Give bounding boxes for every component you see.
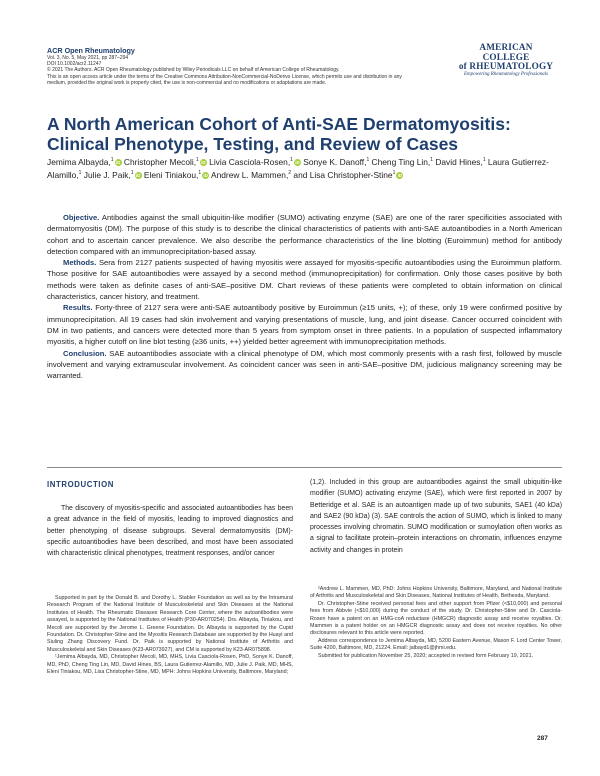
author-name: Jemima Albayda, (47, 156, 111, 167)
conclusion-text: SAE autoantibodies associate with a clinical phenotype of DM, which most commonly presents with a rash first, followed by muscle involvement and varying extramuscular involvement. As coincident cancer was seen in anti-SAE–positive DM, judicious malignancy screening may be warranted. (47, 348, 562, 381)
author-name: Cheng Ting Lin, (371, 156, 431, 167)
article-meta (47, 55, 447, 86)
affiliation-marker: 1 (78, 170, 82, 177)
intro-left-column (47, 503, 293, 559)
section-divider (47, 467, 562, 468)
logo-tagline: Empowering Rheumatology Professionals (464, 72, 548, 77)
footnotes-right (310, 586, 562, 660)
abstract-objective (47, 212, 562, 257)
affiliation-marker: 1 (290, 157, 293, 163)
intro-paragraph-left: The discovery of myositis-specific and associated autoantibodies has been a great advance in the field of myositis, leading to improved diagnostics and better phenotyping of disease subgroups. Several dermatomyositis (DM)-specific autoantibodies have been described, and most have been associated with characteristic clinical phenotypes, treatment responses, and/or cancer (47, 505, 293, 558)
author-name: Andrew L. Mammen, (211, 170, 289, 181)
author-name: Christopher Mecoli, (123, 156, 197, 167)
footnotes-left (47, 595, 293, 676)
correspondence-footnote: Address correspondence to Jemima Albayda, MD, 5200 Eastern Avenue, Mason F. Lord Center Tower, Suite 4200, Baltimore, MD, 21224. Email: jalbayd1@jhmi.edu. (310, 637, 562, 652)
objective-label: Objective. (63, 213, 100, 222)
orcid-icon[interactable]: iD (201, 160, 206, 166)
abstract (47, 212, 562, 381)
affiliation-marker: 1 (482, 157, 486, 163)
methods-label: Methods. (63, 258, 97, 268)
methods-text: Sera from 2127 patients suspected of having myositis were assayed for myositis-specific autoantibodies using the Euroimmun platform. Those positive for SAE autoantibodies were assayed by a second method (immunoprecipitation) for confirmation. Only those cases positive by both methods were taken as definite cases of anti-SAE–positive DM. Chart reviews of these patients were completed to obtain information on clinical characteristics, cancer history, and treatment. (47, 258, 562, 302)
affiliation-marker: 1 (366, 157, 370, 163)
conclusion-label: Conclusion. (63, 348, 107, 358)
journal-name: ACR Open Rheumatology (47, 46, 135, 55)
affiliation-footnote-1: ¹Jemima Albayda, MD, Christopher Mecoli, MD, MHS, Livia Casciola-Rosen, PhD, Sonye K. Danoff, MD, PhD, Cheng Ting Lin, MD, David Hines, BS, Laura Gutierrez-Alamillo, MD, Julie J. Paik, MD, MHS, Eleni Tiniakou, MD, Lisa Christopher-Stine, MD, MPH: Johns Hopkins University, Baltimore, Maryland; (47, 654, 293, 676)
author-name: Laura Gutierrez-Alamillo, (47, 156, 549, 181)
abstract-methods (47, 257, 562, 302)
acr-logo (456, 42, 556, 77)
orcid-icon[interactable]: iD (295, 160, 300, 166)
author-name: David Hines, (435, 156, 483, 167)
logo-line-1: AMERICAN COLLEGE (479, 42, 533, 62)
abstract-results (47, 302, 562, 347)
author-name: and Lisa Christopher-Stine (293, 170, 393, 181)
results-text: Forty-three of 2127 sera were anti-SAE autoantibody positive by Euroimmun (≥15 units, +); of these, only 19 were confirmed positive by immunoprecipitation. All 19 cases had skin involvement and varying presentations of muscle, lung, and joint disease. Cancer occurred coincident with DM in two patients, and cancers were detected more than 5 years from symptom onset in three patients. In a population of suspected inflammatory myositis, a higher cutoff on line blot testing (≥36 units, ++) yielded better agreement with immunoprecipitation methods. (47, 303, 562, 347)
affiliation-marker: 1 (430, 157, 433, 163)
affiliation-footnote-2: ²Andrew L. Mammen, MD, PhD: Johns Hopkins University, Baltimore, Maryland, and National Institute of Arthritis and Musculoskeletal and Skin Diseases, National Institutes of Health, Bethesda, Maryland. (310, 586, 562, 600)
affiliation-marker: 1 (110, 157, 114, 163)
orcid-icon[interactable]: iD (135, 173, 141, 179)
introduction-heading: INTRODUCTION (47, 480, 114, 489)
license-text: This is an open access article under the terms of the Creative Commons Attribution-NonCommercial-NoDerivs License, which permits use and distribution in any medium, provided the original work is properly cited, the use is non-commercial and no modifications or adaptations are made. (47, 73, 402, 86)
logo-line-2: of RHEUMATOLOGY (458, 61, 554, 71)
orcid-icon[interactable]: iD (203, 173, 208, 179)
page-number: 287 (537, 735, 548, 742)
volume-line: Vol. 3, No. 5, May 2021, pp 287–294 (47, 55, 129, 61)
disclosure-footnote: Dr. Christopher-Stine received personal fees and other support from Pfizer (<$10,000) and personal fees from Abbvie (<$10,000) during the conduct of the study. Dr. Christopher-Stine and Dr. Casciola-Rosen have a patent on an HMG-coA reductase (HMGCR) diagnostic assay and receive royalties. Dr. Mammen is a patent holder on an HMGCR diagnostic assay and does not receive royalties. No other disclosures relevant to this article were reported. (310, 600, 562, 637)
objective-text: Antibodies against the small ubiquitin-like modifier (SUMO) activating enzyme (SAE) are one of the rarer specificities associated with dermatomyositis (DM). The purpose of this study is to describe the clinical characteristics of patients with anti-SAE autoantibodies in a North American cohort and to ascertain cancer prevalence. We also describe the performance characteristics of the line blotting (Euroimmun) method for antibody detection compared with an immunoprecipitation-based assay. (47, 213, 562, 256)
author-name: Julie J. Paik, (83, 170, 131, 181)
intro-paragraph-right: (1,2). Included in this group are autoantibodies against the small ubiquitin-like modifier (SUMO) activating enzyme (SAE), which were first reported in 2007 by Betteridge et al. SAE is an autoantigen made up of two subunits, SAE1 (40 kDa) and SAE2 (90 kDa) (3). SAE controls the action of SUMO, which is linked to many processes involving chromatin. SUMO modification or sumoylation often works as a signal to facilitate protein–protein interactions on chromatin, influences enzyme activity and changes in protein (310, 479, 562, 554)
results-label: Results. (63, 303, 93, 313)
article-title: A North American Cohort of Anti-SAE Dermatomyositis: Clinical Phenotype, Testing, and Review of Cases (47, 114, 511, 154)
copyright-line: © 2021 The Authors. ACR Open Rheumatology published by Wiley Periodicals LLC on behalf of American College of Rheumatology. (47, 67, 340, 74)
orcid-icon[interactable]: iD (115, 160, 121, 166)
submission-footnote: Submitted for publication November 25, 2020; accepted in revised form February 19, 2021. (318, 652, 534, 659)
affiliation-marker: 2 (288, 170, 292, 177)
affiliation-marker: 1 (130, 170, 134, 177)
affiliation-marker: 1 (196, 157, 199, 163)
author-list (47, 155, 567, 182)
affiliation-marker: 1 (198, 170, 202, 177)
affiliation-marker: 1 (392, 170, 396, 177)
doi-line[interactable]: DOI 10.1002/acr2.11247 (47, 61, 102, 68)
abstract-conclusion (47, 348, 562, 382)
author-name: Sonye K. Danoff, (303, 156, 367, 167)
funding-footnote: Supported in part by the Donald B. and Dorothy L. Stabler Foundation as well as by the Intramural Research Program of the National Institute of Musculoskeletal and Skin Diseases at the National Institutes of Health. The Rheumatic Diseases Research Core Center, where the autoantibodies were assayed, is supported by the National Institutes of Health (P30-AR070254). Drs. Albayda, Tiniakou, and Mecoli are supported by the Jerome L. Greene Foundation. Dr. Albayda is supported by the Cupid Foundation. Dr. Christopher-Stine and the Myositis Research Database are supported by the Huayi and Siuling Zhang Discovery Fund. Dr. Paik is supported by National Institute of Arthritis and Musculoskeletal and Skin Diseases (K23-AR073927), and CM is supported by K23-AR075898. (47, 595, 293, 653)
orcid-icon[interactable]: iD (397, 173, 403, 179)
intro-right-column (310, 477, 562, 556)
author-name: Livia Casciola-Rosen, (209, 156, 291, 167)
author-name: Eleni Tiniakou, (143, 170, 199, 181)
